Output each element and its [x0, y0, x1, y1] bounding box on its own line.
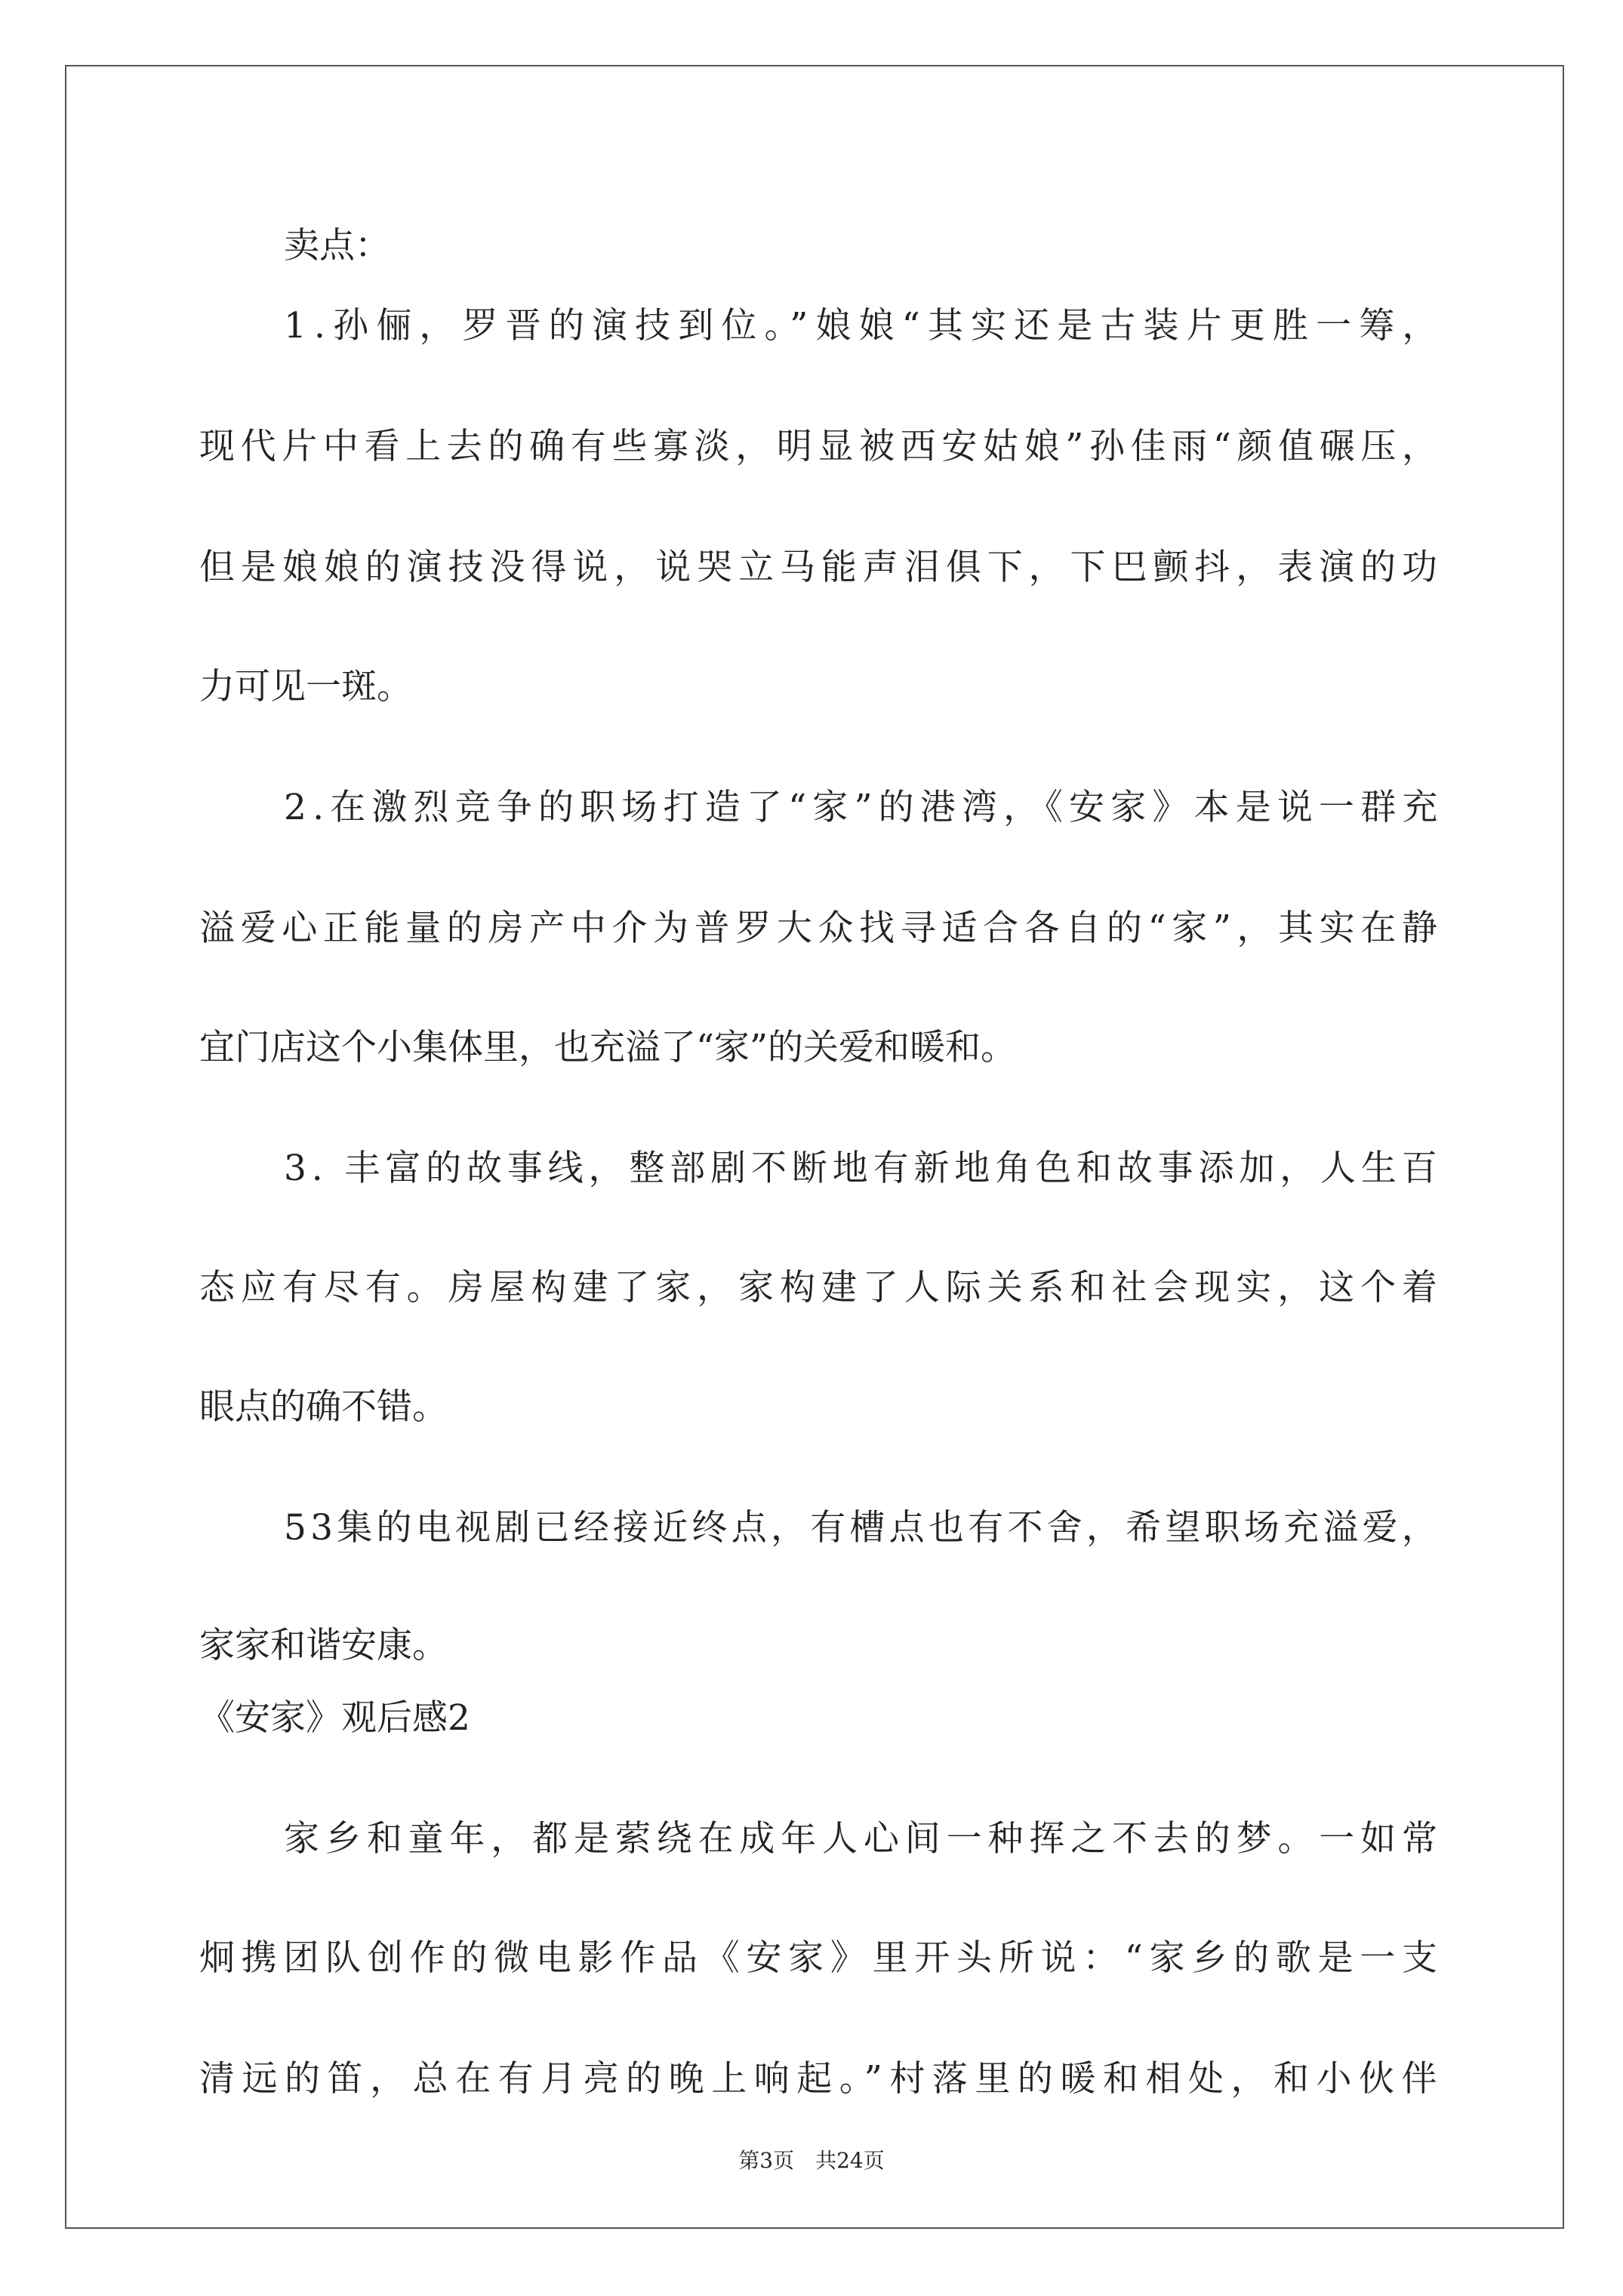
text-line: 态应有尽有。房屋构建了家，家构建了人际关系和社会现实，这个着 — [199, 1267, 1443, 1308]
text-line: 现代片中看上去的确有些寡淡，明显被西安姑娘”孙佳雨“颜值碾压， — [199, 426, 1443, 467]
text-line: 53集的电视剧已经接近终点，有槽点也有不舍，希望职场充溢爱， — [284, 1507, 1442, 1549]
text-line: 眼点的确不错。 — [199, 1386, 448, 1428]
text-line: 3. 丰富的故事线，整部剧不断地有新地角色和故事添加，人生百 — [284, 1148, 1443, 1189]
text-line: 1.孙俪，罗晋的演技到位。”娘娘“其实还是古装片更胜一筹， — [284, 305, 1446, 347]
text-line: 炯携团队创作的微电影作品《安家》里开头所说：“家乡的歌是一支 — [199, 1937, 1444, 1979]
page-footer: 第3页 共24页 — [738, 2148, 885, 2173]
text-line: 力可见一斑。 — [199, 666, 412, 707]
text-line: 家乡和童年，都是萦绕在成年人心间一种挥之不去的梦。一如常 — [284, 1818, 1443, 1860]
text-line: 家家和谐安康。 — [199, 1625, 448, 1666]
text-line: 溢爱心正能量的房产中介为普罗大众找寻适合各自的“家”，其实在静 — [199, 908, 1443, 949]
text-line: 卖点： — [284, 225, 390, 267]
text-line: 2.在激烈竞争的职场打造了“家”的港湾，《安家》本是说一群充 — [284, 787, 1444, 828]
text-line: 但是娘娘的演技没得说，说哭立马能声泪俱下，下巴颤抖，表演的功 — [199, 547, 1443, 588]
text-line: 宜门店这个小集体里，也充溢了“家”的关爱和暖和。 — [199, 1027, 1017, 1068]
section-heading: 《安家》观后感2 — [199, 1697, 470, 1739]
text-line: 清远的笛，总在有月亮的晚上响起。”村落里的暖和相处，和小伙伴 — [199, 2058, 1445, 2100]
